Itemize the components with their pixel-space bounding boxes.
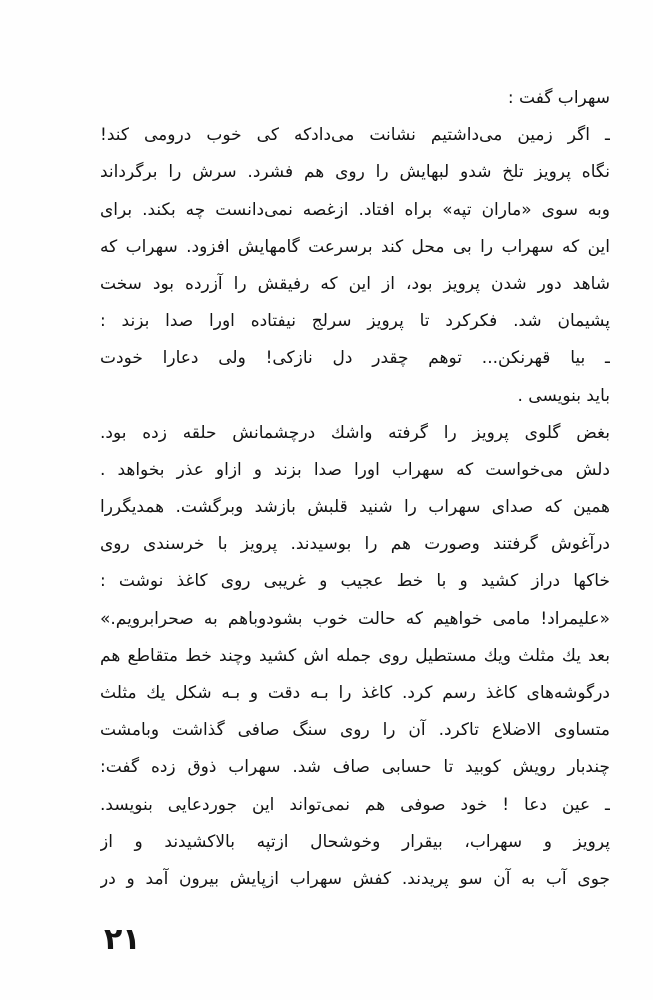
text-line: این که سهراب را بی محل کند برسرعت گامهایش افزود. سهراب که: [100, 236, 610, 257]
text-line: جوی آب به آن سو پریدند. کفش سهراب ازپایش بیرون آمد و در: [100, 868, 610, 889]
text-line: نگاه پرویز تلخ شدو لبهایش را روی هم فشرد. سرش را برگرداند: [100, 162, 610, 183]
text-line: دلش می‌خواست که سهراب اورا صدا بزند و ازاو عذر بخواهد .: [100, 459, 610, 480]
text-line: درآغوش گرفتند وصورت هم را بوسیدند. پرویز با خرسندی روی: [100, 534, 610, 555]
text-line: شاهد دور شدن پرویز بود، از این که رفیقش را آزرده بود سخت: [100, 273, 610, 294]
text-line: پشیمان شد. فکرکرد تا پرویز سرلج نیفتاده اورا صدا بزند :: [100, 311, 610, 332]
text-line: سهراب گفت :: [507, 88, 610, 108]
text-line: ـ اگر زمین می‌داشتیم نشانت می‌دادکه کی خوب درومی کند!: [100, 125, 610, 146]
text-line: وبه سوی «ماران تپه» براه افتاد. ازغصه نمی‌دانست چه بکند. برای: [100, 199, 610, 220]
text-line: متساوی الاضلاع تاکرد. آن را روی سنگ صافی گذاشت وبامشت: [100, 720, 610, 741]
text-line: بعد یك مثلث ویك مستطیل روی جمله اش کشید وچند خط متقاطع هم: [100, 645, 610, 666]
text-line: همین که صدای سهراب را شنید قلبش بازشد وبرگشت. همدیگررا: [100, 497, 610, 518]
text-line: ـ بیا قهرنکن... توهم چقدر دل نازکی! ولی دعارا خودت: [100, 348, 610, 369]
text-line: خاکها دراز کشید و با خط عجیب و غریبی روی کاغذ نوشت :: [100, 571, 610, 592]
text-line: درگوشه‌های کاغذ رسم کرد. کاغذ را بـه دقت و بـه شکل یك مثلث: [100, 683, 610, 703]
page-text: [100, 80, 610, 898]
text-line: چندبار رویش کوبید تا حسابی صاف شد. سهراب ذوق زده گفت:: [100, 757, 610, 778]
text-line: بغض گلوی پرویز را گرفته واشك درچشمانش حلقه زده بود.: [100, 422, 610, 443]
text-line: «علیمراد! مامی خواهیم که حالت خوب بشودوباهم به صحرابرویم.»: [100, 608, 610, 629]
page-number: ۲۱: [104, 922, 141, 957]
text-line: پرویز و سهراب، بیقرار وخوشحال ازتپه بالاکشیدند و از: [100, 831, 610, 852]
text-line: ـ عین دعا ! خود صوفی هم نمی‌تواند این جوردعایی بنویسد.: [100, 794, 610, 815]
text-line: باید بنویسی .: [517, 385, 610, 406]
